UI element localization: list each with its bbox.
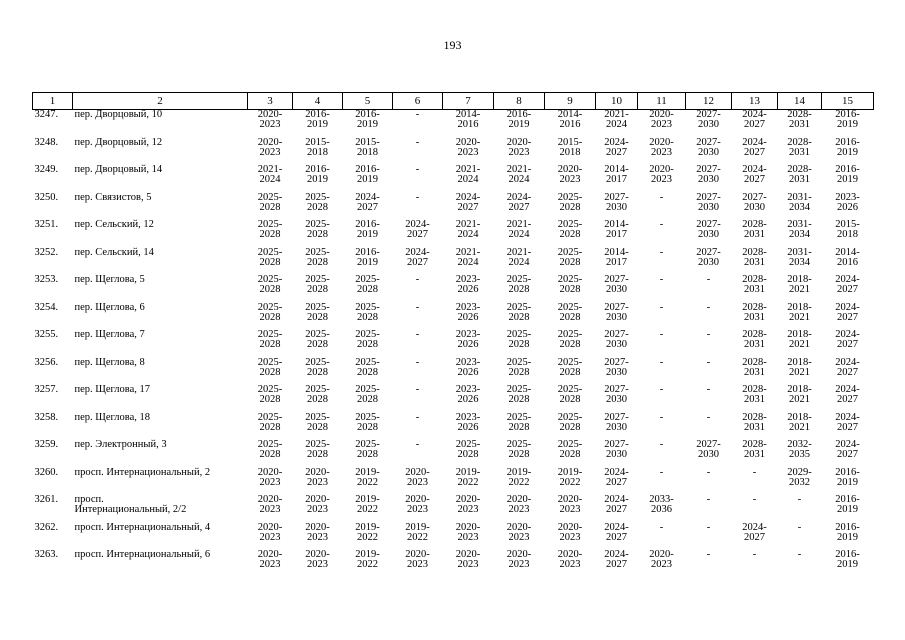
address-cell: пер. Щеглова, 18	[74, 411, 151, 423]
period-cell: 2027- 2030	[604, 274, 629, 295]
period-cell: 2023- 2026	[455, 356, 481, 378]
period-cell: 2025- 2028	[506, 384, 532, 405]
row-number: 3260.	[34, 466, 59, 478]
period-cell: 2016- 2019	[835, 494, 860, 515]
period-cell: 2025- 2028	[557, 219, 583, 240]
address-cell: просп. Интернациональный, 6	[74, 549, 211, 560]
repair-schedule-table	[32, 92, 874, 578]
period-cell: 2028- 2031	[742, 219, 767, 240]
period-cell: 2024- 2027	[835, 411, 860, 433]
period-cell: 2025- 2028	[257, 356, 283, 378]
period-cell: 2020- 2023	[305, 521, 330, 543]
period-cell: 2025- 2028	[557, 356, 583, 378]
address-cell: просп. Интернациональный, 2/2	[74, 494, 187, 515]
period-cell: 2014- 2017	[604, 164, 629, 185]
row-number: 3255.	[34, 329, 59, 340]
period-cell: 2028- 2031	[742, 411, 767, 433]
column-header-6: 6	[393, 93, 443, 110]
period-cell: 2025- 2028	[355, 301, 380, 323]
column-header-7: 7	[443, 93, 494, 110]
address-cell: просп. Интернациональный, 2	[74, 466, 211, 478]
period-cell: 2020- 2023	[305, 466, 330, 488]
period-cell: 2018- 2021	[787, 274, 812, 295]
period-cell: 2025- 2028	[355, 411, 380, 433]
address-cell: пер. Сельский, 12	[74, 219, 154, 230]
period-cell: 2025- 2028	[506, 411, 532, 433]
period-cell: 2024- 2027	[604, 521, 629, 543]
period-cell: -	[797, 521, 802, 533]
period-cell: -	[659, 356, 664, 368]
column-header-10: 10	[596, 93, 638, 110]
period-cell: 2014- 2016	[455, 109, 481, 130]
period-cell: 2024- 2027	[604, 549, 629, 570]
period-cell: 2025- 2028	[557, 301, 583, 323]
period-cell: 2020- 2023	[557, 549, 583, 570]
period-cell: 2027- 2030	[696, 164, 721, 185]
period-cell: 2027- 2030	[604, 301, 629, 323]
period-cell: 2025- 2028	[506, 439, 532, 460]
address-cell: пер. Связистов, 5	[74, 191, 152, 203]
period-cell: 2016- 2019	[355, 109, 380, 130]
period-cell: 2025- 2028	[257, 191, 283, 213]
column-header-15: 15	[822, 93, 874, 110]
period-cell: 2028- 2031	[742, 329, 767, 350]
column-header-1: 1	[33, 93, 73, 110]
table-row	[33, 165, 874, 193]
period-cell: 2025- 2028	[506, 329, 532, 350]
period-cell: 2020- 2023	[649, 164, 674, 185]
period-cell: -	[415, 109, 420, 120]
table-row	[33, 275, 874, 303]
table-row	[33, 220, 874, 248]
period-cell: 2023- 2026	[455, 301, 481, 323]
period-cell: 2025- 2028	[305, 274, 330, 295]
column-header-13: 13	[732, 93, 778, 110]
period-cell: 2023- 2026	[455, 411, 481, 433]
period-cell: -	[659, 384, 664, 395]
period-cell: 2027- 2030	[604, 329, 629, 350]
period-cell: -	[752, 494, 757, 505]
period-cell: 2027- 2030	[604, 356, 629, 378]
period-cell: 2024- 2027	[835, 274, 860, 295]
period-cell: -	[706, 274, 711, 285]
row-number: 3248.	[34, 136, 59, 148]
period-cell: 2020- 2023	[257, 494, 283, 515]
period-cell: -	[659, 191, 664, 203]
period-cell: 2025- 2028	[557, 246, 583, 268]
address-cell: пер. Щеглова, 8	[74, 356, 145, 368]
period-cell: 2025- 2028	[305, 384, 330, 405]
period-cell: 2025- 2028	[557, 384, 583, 405]
period-cell: 2018- 2021	[787, 384, 812, 405]
period-cell: 2016- 2019	[305, 164, 330, 185]
period-cell: 2021- 2024	[455, 219, 481, 240]
address-cell: просп. Интернациональный, 4	[74, 521, 211, 533]
period-cell: 2027- 2030	[696, 439, 721, 460]
period-cell: 2016- 2019	[355, 219, 380, 240]
period-cell: 2025- 2028	[305, 191, 330, 213]
period-cell: -	[659, 411, 664, 423]
period-cell: -	[706, 301, 711, 313]
address-cell: пер. Электронный, 3	[74, 439, 167, 450]
period-cell: 2027- 2030	[604, 191, 629, 213]
period-cell: 2024- 2027	[604, 136, 629, 158]
period-cell: 2024- 2027	[835, 356, 860, 378]
period-cell: 2024- 2027	[742, 521, 767, 543]
column-header-14: 14	[778, 93, 822, 110]
period-cell: 2028- 2031	[742, 274, 767, 295]
period-cell: -	[706, 329, 711, 340]
period-cell: -	[752, 549, 757, 560]
period-cell: 2028- 2031	[787, 109, 812, 130]
period-cell: 2032- 2035	[787, 439, 812, 460]
period-cell: 2027- 2030	[696, 246, 721, 268]
period-cell: 2033- 2036	[649, 494, 674, 515]
period-cell: -	[706, 411, 711, 423]
row-number: 3262.	[34, 521, 59, 533]
table-row	[33, 413, 874, 441]
period-cell: 2020- 2023	[557, 521, 583, 543]
period-cell: -	[659, 329, 664, 340]
period-cell: 2025- 2028	[305, 329, 330, 350]
table-row	[33, 468, 874, 496]
period-cell: 2024- 2027	[835, 439, 860, 460]
period-cell: 2020- 2023	[257, 136, 283, 158]
period-cell: 2015- 2018	[355, 136, 380, 158]
row-number: 3250.	[34, 191, 59, 203]
period-cell: 2028- 2031	[742, 384, 767, 405]
period-cell: 2024- 2027	[835, 384, 860, 405]
period-cell: 2027- 2030	[696, 136, 721, 158]
period-cell: 2028- 2031	[787, 136, 812, 158]
period-cell: 2025- 2028	[355, 274, 380, 295]
period-cell: 2023- 2026	[455, 329, 481, 350]
period-cell: 2021- 2024	[506, 164, 532, 185]
period-cell: 2014- 2017	[604, 246, 629, 268]
period-cell: 2020- 2023	[405, 549, 430, 570]
period-cell: 2019- 2022	[355, 521, 380, 543]
table-row	[33, 303, 874, 331]
period-cell: 2020- 2023	[649, 109, 674, 130]
period-cell: 2028- 2031	[742, 356, 767, 378]
period-cell: 2021- 2024	[455, 246, 481, 268]
table-row	[33, 358, 874, 386]
period-cell: -	[415, 384, 420, 395]
table-row	[33, 138, 874, 166]
period-cell: 2020- 2023	[405, 466, 430, 488]
period-cell: 2021- 2024	[257, 164, 283, 185]
period-cell: 2021- 2024	[455, 164, 481, 185]
period-cell: 2019- 2022	[557, 466, 583, 488]
period-cell: 2025- 2028	[506, 356, 532, 378]
period-cell: 2020- 2023	[649, 549, 674, 570]
column-header-12: 12	[686, 93, 732, 110]
table-row	[33, 248, 874, 276]
period-cell: 2015- 2018	[557, 136, 583, 158]
column-header-5: 5	[343, 93, 393, 110]
period-cell: 2020- 2023	[455, 136, 481, 158]
row-number: 3252.	[34, 246, 59, 258]
period-cell: 2025- 2028	[506, 301, 532, 323]
period-cell: 2027- 2030	[604, 411, 629, 433]
period-cell: 2020- 2023	[506, 494, 532, 515]
row-number: 3263.	[34, 549, 59, 560]
period-cell: 2016- 2019	[506, 109, 532, 130]
period-cell: 2025- 2028	[305, 246, 330, 268]
period-cell: 2024- 2027	[604, 466, 629, 488]
period-cell: 2024- 2027	[742, 136, 767, 158]
period-cell: 2025- 2028	[257, 384, 283, 405]
period-cell: 2016- 2019	[835, 109, 860, 130]
column-header-9: 9	[545, 93, 596, 110]
period-cell: 2019- 2022	[355, 494, 380, 515]
period-cell: 2024- 2027	[455, 191, 481, 213]
period-cell: 2028- 2031	[742, 301, 767, 323]
period-cell: 2016- 2019	[355, 164, 380, 185]
period-cell: 2019- 2022	[455, 466, 481, 488]
period-cell: 2020- 2023	[557, 164, 583, 185]
address-cell: пер. Щеглова, 7	[74, 329, 145, 340]
period-cell: -	[659, 246, 664, 258]
period-cell: 2020- 2023	[257, 466, 283, 488]
period-cell: 2028- 2031	[787, 164, 812, 185]
period-cell: 2016- 2019	[835, 549, 860, 570]
period-cell: 2023- 2026	[455, 384, 481, 405]
period-cell: -	[415, 329, 420, 340]
address-cell: пер. Щеглова, 5	[74, 274, 145, 285]
period-cell: 2025- 2028	[557, 274, 583, 295]
period-cell: -	[706, 466, 711, 478]
period-cell: 2024- 2027	[405, 219, 430, 240]
period-cell: -	[706, 521, 711, 533]
period-cell: 2025- 2028	[455, 439, 481, 460]
period-cell: -	[659, 439, 664, 450]
header-row	[33, 93, 874, 110]
period-cell: -	[659, 301, 664, 313]
period-cell: -	[415, 136, 420, 148]
row-number: 3251.	[34, 219, 59, 230]
period-cell: -	[415, 439, 420, 450]
row-number: 3257.	[34, 384, 59, 395]
period-cell: 2018- 2021	[787, 329, 812, 350]
period-cell: 2016- 2019	[355, 246, 380, 268]
period-cell: 2018- 2021	[787, 411, 812, 433]
column-header-3: 3	[248, 93, 293, 110]
period-cell: 2023- 2026	[455, 274, 481, 295]
period-cell: 2025- 2028	[557, 411, 583, 433]
period-cell: 2031- 2034	[787, 246, 812, 268]
period-cell: 2027- 2030	[696, 219, 721, 240]
period-cell: 2020- 2023	[405, 494, 430, 515]
period-cell: 2025- 2028	[305, 219, 330, 240]
period-cell: 2031- 2034	[787, 219, 812, 240]
address-cell: пер. Щеглова, 17	[74, 384, 151, 395]
period-cell: -	[415, 301, 420, 313]
period-cell: 2025- 2028	[305, 356, 330, 378]
period-cell: 2025- 2028	[257, 219, 283, 240]
table-row	[33, 440, 874, 468]
period-cell: 2028- 2031	[742, 439, 767, 460]
period-cell: 2020- 2023	[257, 521, 283, 543]
period-cell: 2024- 2027	[355, 191, 380, 213]
table-row	[33, 385, 874, 413]
period-cell: 2027- 2030	[696, 109, 721, 130]
period-cell: 2021- 2024	[506, 246, 532, 268]
table-row	[33, 193, 874, 221]
period-cell: 2016- 2019	[835, 164, 860, 185]
address-cell: пер. Сельский, 14	[74, 246, 154, 258]
period-cell: 2025- 2028	[305, 439, 330, 460]
period-cell: 2020- 2023	[305, 494, 330, 515]
period-cell: 2020- 2023	[557, 494, 583, 515]
period-cell: -	[797, 549, 802, 560]
period-cell: -	[706, 549, 711, 560]
period-cell: 2021- 2024	[604, 109, 629, 130]
period-cell: 2020- 2023	[649, 136, 674, 158]
period-cell: 2025- 2028	[257, 329, 283, 350]
page-number: 193	[443, 38, 462, 52]
period-cell: -	[415, 191, 420, 203]
address-cell: пер. Щеглова, 6	[74, 301, 145, 313]
period-cell: 2025- 2028	[257, 301, 283, 323]
row-number: 3247.	[34, 109, 59, 120]
period-cell: 2020- 2023	[257, 549, 283, 570]
period-cell: 2025- 2028	[355, 356, 380, 378]
row-number: 3261.	[34, 494, 59, 505]
period-cell: -	[706, 494, 711, 505]
row-number: 3254.	[34, 301, 59, 313]
period-cell: 2024- 2027	[506, 191, 532, 213]
period-cell: -	[797, 494, 802, 505]
period-cell: 2020- 2023	[455, 494, 481, 515]
period-cell: 2025- 2028	[355, 384, 380, 405]
period-cell: 2019- 2022	[506, 466, 532, 488]
period-cell: 2020- 2023	[506, 521, 532, 543]
period-cell: 2016- 2019	[835, 136, 860, 158]
address-cell: пер. Дворцовый, 12	[74, 136, 163, 148]
period-cell: -	[415, 274, 420, 285]
period-cell: 2027- 2030	[604, 439, 629, 460]
period-cell: 2025- 2028	[557, 191, 583, 213]
period-cell: -	[659, 521, 664, 533]
period-cell: 2021- 2024	[506, 219, 532, 240]
period-cell: -	[706, 384, 711, 395]
period-cell: -	[659, 274, 664, 285]
row-number: 3253.	[34, 274, 59, 285]
period-cell: -	[415, 164, 420, 175]
period-cell: 2024- 2027	[742, 164, 767, 185]
period-cell: 2025- 2028	[305, 411, 330, 433]
period-cell: 2020- 2023	[506, 136, 532, 158]
period-cell: 2025- 2028	[355, 329, 380, 350]
period-cell: 2027- 2030	[742, 191, 767, 213]
address-cell: пер. Дворцовый, 10	[74, 109, 163, 120]
period-cell: 2016- 2019	[835, 521, 860, 543]
table-row	[33, 330, 874, 358]
address-cell: пер. Дворцовый, 14	[74, 164, 163, 175]
period-cell: 2027- 2030	[604, 384, 629, 405]
period-cell: 2023- 2026	[835, 191, 860, 213]
period-cell: 2029- 2032	[787, 466, 812, 488]
period-cell: 2024- 2027	[835, 301, 860, 323]
period-cell: -	[659, 466, 664, 478]
period-cell: 2025- 2028	[305, 301, 330, 323]
period-cell: 2025- 2028	[506, 274, 532, 295]
period-cell: 2019- 2022	[405, 521, 430, 543]
table-row	[33, 110, 874, 138]
column-header-4: 4	[293, 93, 343, 110]
period-cell: 2028- 2031	[742, 246, 767, 268]
period-cell: 2015- 2018	[835, 219, 860, 240]
period-cell: -	[415, 356, 420, 368]
table-row	[33, 550, 874, 578]
period-cell: 2031- 2034	[787, 191, 812, 213]
period-cell: 2020- 2023	[257, 109, 283, 130]
period-cell: 2020- 2023	[305, 549, 330, 570]
period-cell: 2015- 2018	[305, 136, 330, 158]
period-cell: 2024- 2027	[835, 329, 860, 350]
period-cell: 2025- 2028	[355, 439, 380, 460]
period-cell: 2024- 2027	[405, 246, 430, 268]
table-row	[33, 495, 874, 523]
row-number: 3249.	[34, 164, 59, 175]
period-cell: 2019- 2022	[355, 466, 380, 488]
period-cell: 2024- 2027	[604, 494, 629, 515]
period-cell: -	[752, 466, 757, 478]
period-cell: 2025- 2028	[257, 411, 283, 433]
table-row	[33, 523, 874, 551]
period-cell: -	[706, 356, 711, 368]
period-cell: 2018- 2021	[787, 356, 812, 378]
period-cell: 2020- 2023	[455, 549, 481, 570]
table-body	[33, 110, 874, 578]
period-cell: 2024- 2027	[742, 109, 767, 130]
period-cell: 2025- 2028	[257, 246, 283, 268]
period-cell: 2014- 2016	[557, 109, 583, 130]
period-cell: 2025- 2028	[557, 329, 583, 350]
period-cell: 2018- 2021	[787, 301, 812, 323]
period-cell: 2020- 2023	[455, 521, 481, 543]
period-cell: 2025- 2028	[257, 439, 283, 460]
column-header-8: 8	[494, 93, 545, 110]
period-cell: 2014- 2017	[604, 219, 629, 240]
period-cell: 2025- 2028	[557, 439, 583, 460]
row-number: 3258.	[34, 411, 59, 423]
period-cell: 2027- 2030	[696, 191, 721, 213]
period-cell: -	[659, 219, 664, 230]
row-number: 3256.	[34, 356, 59, 368]
period-cell: 2016- 2019	[835, 466, 860, 488]
row-number: 3259.	[34, 439, 59, 450]
column-header-11: 11	[638, 93, 686, 110]
column-header-2: 2	[73, 93, 248, 110]
period-cell: 2016- 2019	[305, 109, 330, 130]
period-cell: 2019- 2022	[355, 549, 380, 570]
period-cell: -	[415, 411, 420, 423]
period-cell: 2025- 2028	[257, 274, 283, 295]
period-cell: 2014- 2016	[835, 246, 860, 268]
period-cell: 2020- 2023	[506, 549, 532, 570]
